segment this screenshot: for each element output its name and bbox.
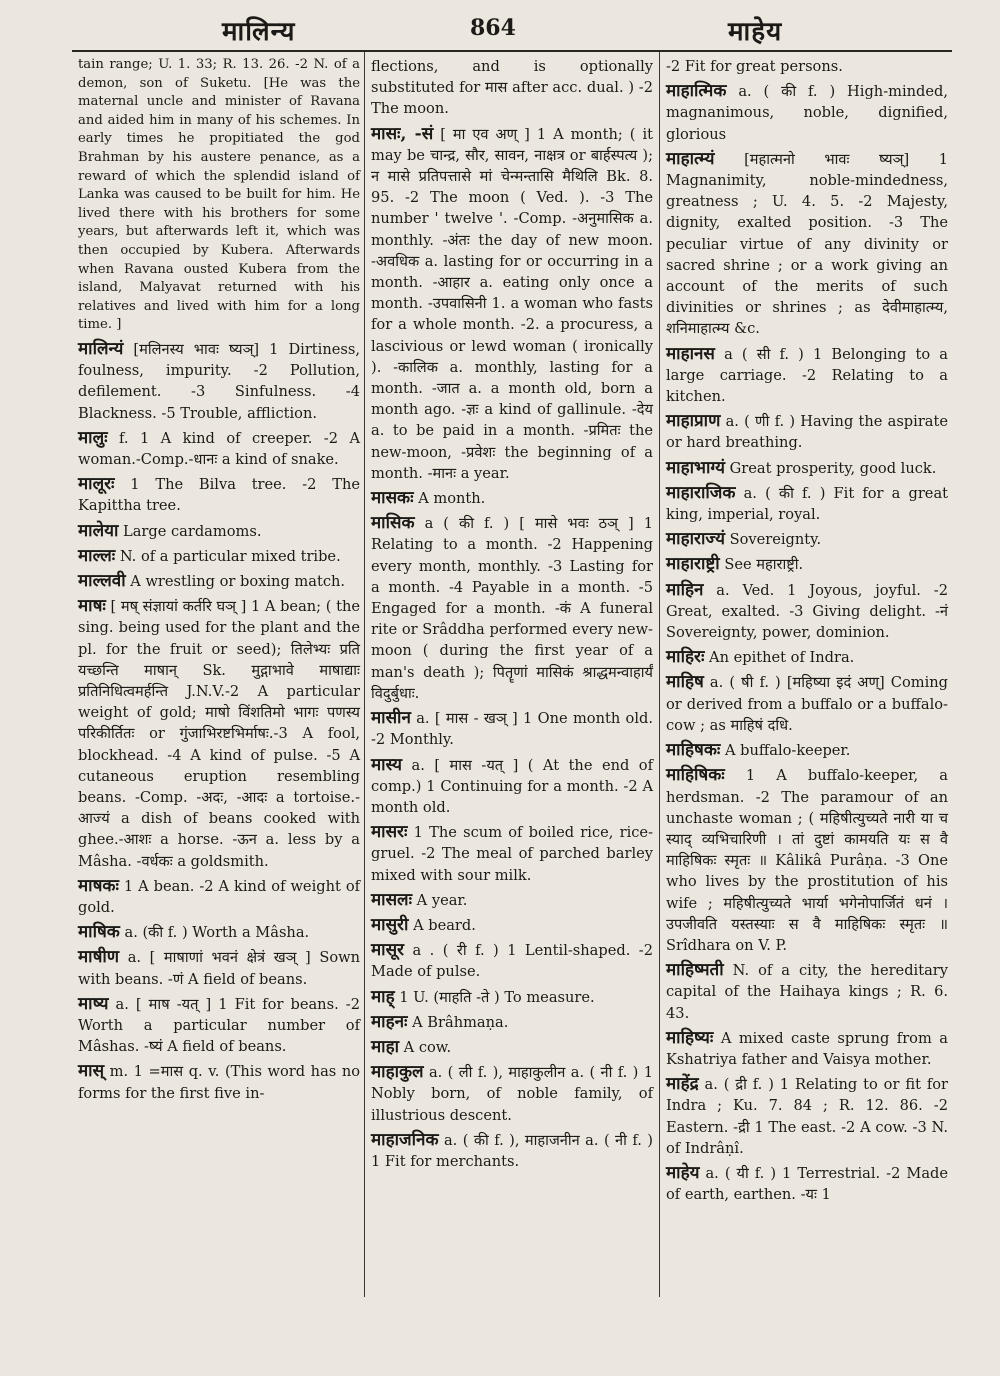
entry-headword: माहात्मिक — [666, 81, 727, 102]
dictionary-entry — [78, 922, 360, 943]
entry-definition: a. ( ली f. ), माहाकुलीन a. ( नी f. ) 1 Nobly born, of noble family, of illustrious descent. — [371, 1064, 653, 1124]
entry-definition: a. [ मास - खञ् ] 1 One month old. -2 Monthly. — [371, 710, 653, 749]
entry-headword: माहेंद्र — [666, 1074, 699, 1095]
dictionary-entry — [78, 546, 360, 567]
entry-headword: माहनः — [371, 1011, 408, 1032]
right-running-headword: माहेय — [728, 17, 783, 47]
dictionary-entry — [78, 947, 360, 989]
entry-definition: a. (की f. ) Worth a Mâsha. — [124, 924, 310, 942]
dictionary-entry — [78, 428, 360, 470]
entry-headword: माहानस — [666, 343, 715, 364]
entry-definition: a. ( णी f. ) Having the aspirate or hard breathing. — [666, 413, 948, 452]
entry-headword: माहाराजिक — [666, 482, 736, 503]
entry-definition: A mixed caste sprung from a Kshatriya father and Vaisya mother. — [666, 1029, 948, 1068]
entry-definition: a. [ मास -यत् ] ( At the end of comp.) 1 Continuing for a month. -2 A month old. — [371, 756, 653, 816]
dictionary-entry — [666, 580, 948, 644]
page-header — [0, 12, 1000, 52]
entry-definition: flections, and is optionally substituted for मास after acc. dual. ) -2 The moon. — [371, 58, 653, 118]
entry-definition: a. Ved. 1 Joyous, joyful. -2 Great, exalted. -3 Giving delight. -नं Sovereignty, power, dominion. — [666, 581, 948, 642]
entry-definition: A month. — [418, 490, 486, 508]
dictionary-entry — [371, 1037, 653, 1058]
entry-headword: माष्य — [78, 993, 109, 1014]
entry-headword: मासलः — [371, 889, 413, 910]
entry-definition: a. ( की f. ) Fit for a great king, imperial, royal. — [666, 484, 949, 524]
entry-definition: A buffalo-keeper. — [724, 742, 851, 760]
dictionary-entry — [666, 483, 948, 525]
dictionary-entry — [78, 474, 360, 516]
entry-headword: माहेय — [666, 1162, 700, 1183]
entry-definition: 1 The Bilva tree. -2 The Kapittha tree. — [78, 476, 361, 515]
dictionary-entry — [666, 1074, 948, 1159]
entry-headword: माहिष्मती — [666, 960, 724, 981]
entry-definition: 1 A bean. -2 A kind of weight of gold. — [78, 877, 361, 916]
entry-headword: मासीन — [371, 708, 411, 729]
entry-headword: माहा — [371, 1036, 399, 1057]
entry-headword: मालेया — [78, 520, 119, 541]
entry-definition: Great prosperity, good luck. — [729, 459, 937, 477]
page-number: 864 — [470, 15, 516, 41]
entry-headword: मास् — [78, 1061, 105, 1082]
entry-headword: मासरः — [371, 822, 408, 843]
entry-definition: A Brâhmaṇa. — [412, 1013, 509, 1031]
entry-definition: a ( की f. ) [ मासे भवः ठञ् ] 1 Relating to a month. -2 Happening every month, monthly. -3 Lasting for a month. -4 Payable in a month. -5 Engaged for a month. -कं A funeral rite or Srâddha performed every new-moon ( during the first year of a man's death ); पितॄणां मासिकं श्राद्धमन्वाहार्यं विदुर्बुधाः. — [371, 515, 653, 702]
entry-headword: माषिक — [78, 922, 120, 943]
entry-definition: a. ( षी f. ) [महिष्या इदं अण्] Coming or derived from a buffalo or a buffalo-cow ; as माहिषं दधि. — [666, 674, 948, 734]
entry-definition: a. ( यी f. ) 1 Terrestrial. -2 Made of earth, earthen. -यः 1 — [666, 1164, 948, 1204]
entry-definition: 1 The scum of boiled rice, rice-gruel. -2 The meal of parched barley mixed with sour milk. — [371, 824, 653, 884]
dictionary-entry — [78, 56, 360, 335]
dictionary-entry — [666, 56, 948, 77]
entry-headword: माहिरः — [666, 647, 705, 668]
dictionary-entry — [666, 740, 948, 761]
entry-headword: माहाकुल — [371, 1062, 424, 1083]
entry-definition: a ( सी f. ) 1 Belonging to a large carriage. -2 Relating to a kitchen. — [666, 345, 949, 406]
entry-headword: माहाजनिक — [371, 1129, 439, 1150]
dictionary-entry — [371, 987, 653, 1008]
dictionary-entry — [666, 344, 948, 408]
dictionary-entry — [371, 488, 653, 509]
entry-definition: f. 1 A kind of creeper. -2 A woman.-Comp.-धानः a kind of snake. — [78, 429, 360, 468]
dictionary-entry — [666, 1163, 948, 1205]
dictionary-entry — [666, 458, 948, 479]
entry-headword: माहात्म्यं — [666, 148, 715, 169]
column-3 — [666, 56, 948, 1209]
entry-headword: माल्लः — [78, 545, 116, 566]
dictionary-entry — [371, 513, 653, 704]
entry-definition: a . ( री f. ) 1 Lentil-shaped. -2 Made of pulse. — [371, 942, 654, 981]
entry-definition: N. of a particular mixed tribe. — [119, 547, 341, 565]
entry-headword: माहिष — [666, 672, 704, 693]
entry-headword: माहाभाग्यं — [666, 457, 725, 478]
column-1 — [78, 56, 360, 1108]
dictionary-entry — [666, 647, 948, 668]
dictionary-entry — [371, 124, 653, 484]
entry-headword: माहिषकः — [666, 740, 721, 761]
entry-definition: [ मष् संज्ञायां कर्तरि घञ् ] 1 A bean; ( the sing. being used for the plant and the pl. for the fruit or seed); तिलेभ्यः प्रति यच्छन्ति माषान् Sk. मुद्गाभावे माषाद्याः प्रतिनिधित्वमर्हन्ति J.N.V.-2 A particular weight of gold; माषो विंशतिमो भागः पणस्य परिकीर्तितः or गुंजाभिरष्टभिर्माषः.-3 A fool, blockhead. -4 A kind of pulse. -5 A cutaneous eruption resembling beans. -Comp. -अदः, -आदः a tortoise.-आज्यं a dish of beans cooked with ghee.-आशः a horse. -ऊन a. less by a Mâsha. -वर्धकः a goldsmith. — [78, 598, 360, 870]
entry-definition: [महात्मनो भावः ष्यञ्] 1 Magnanimity, noble-mindedness, greatness ; U. 4. 5. -2 Majesty, dignity, exalted position. -3 The peculiar virtue of any divinity or sacred shrine ; or a work giving an account of the merits of such divinities or shrines ; as देवीमाहात्म्य, शनिमाहात्म्य &c. — [666, 150, 948, 338]
entry-headword: मासकः — [371, 488, 414, 509]
entry-headword: माहाप्राण — [666, 411, 721, 432]
entry-definition: a. ( की f. ), माहाजनीन a. ( नी f. ) 1 Fit for merchants. — [371, 1131, 653, 1170]
entry-definition: m. 1 =मास q. v. (This word has no forms for the first five in- — [78, 1063, 361, 1102]
dictionary-entry — [666, 765, 948, 956]
entry-headword: माहिन — [666, 579, 704, 600]
entry-headword: माषः — [78, 596, 106, 617]
dictionary-entry — [371, 755, 653, 819]
dictionary-entry — [78, 571, 360, 592]
dictionary-entry — [666, 960, 948, 1024]
dictionary-entry — [78, 876, 360, 918]
dictionary-entry — [666, 529, 948, 550]
entry-definition: A wrestling or boxing match. — [130, 572, 346, 590]
entry-definition: See महाराष्ट्री. — [724, 556, 804, 574]
entry-definition: 1 U. (माहति -ते ) To measure. — [399, 988, 595, 1006]
entry-definition: a. ( की f. ) High-minded, magnanimous, noble, dignified, glorious — [666, 83, 948, 143]
dictionary-entry — [666, 554, 948, 575]
entry-headword: माल्लवी — [78, 570, 126, 591]
entry-headword: मालुः — [78, 427, 108, 448]
dictionary-entry — [371, 890, 653, 911]
dictionary-entry — [78, 596, 360, 872]
entry-headword: माहाराष्ट्री — [666, 554, 720, 575]
dictionary-entry — [666, 672, 948, 736]
dictionary-entry — [371, 1012, 653, 1033]
dictionary-entry — [666, 149, 948, 340]
dictionary-entry — [371, 56, 653, 120]
entry-headword: माह् — [371, 986, 395, 1007]
dictionary-entry — [78, 994, 360, 1058]
entry-definition: A year. — [416, 891, 468, 909]
dictionary-entry — [371, 940, 653, 982]
entry-headword: मासः, -सं — [371, 123, 434, 144]
entry-definition: A cow. — [403, 1038, 452, 1056]
dictionary-entry — [371, 708, 653, 750]
entry-headword: मालूरः — [78, 474, 115, 495]
entry-definition: A beard. — [413, 916, 476, 934]
entry-definition: tain range; U. 1. 33; R. 13. 26. -2 N. of a demon, son of Suketu. [He was the maternal uncle and minister of Ravana and aided him in many of his schemes. In early times he propitiated the god Brahman by his austere penance, as a reward of which the splendid island of Lanka was caused to be built for him. He lived there with his brothers for some years, but afterwards left it, which was then occupied by Kubera. Afterwards when Ravana ousted Kubera from the island, Malyavat returned with his relatives and lived with him for a long time. ] — [78, 57, 360, 333]
entry-definition: -2 Fit for great persons. — [666, 58, 843, 75]
entry-headword: माहिषिकः — [666, 765, 725, 786]
entry-headword: मासिक — [371, 513, 415, 534]
dictionary-entry — [371, 1130, 653, 1172]
entry-definition: [मलिनस्य भावः ष्यञ्] 1 Dirtiness, foulness, impurity. -2 Pollution, defilement. -3 Sinfulness. -4 Blackness. -5 Trouble, affliction. — [78, 340, 360, 422]
entry-definition: Sovereignty. — [729, 531, 822, 549]
dictionary-entry — [666, 81, 948, 145]
entry-headword: मास्य — [371, 754, 403, 775]
left-running-headword: मालिन्य — [222, 17, 296, 47]
entry-definition: a. [ माषाणां भवनं क्षेत्रं खञ् ] Sown with beans. -णं A field of beans. — [78, 949, 361, 988]
entry-headword: मालिन्यं — [78, 338, 124, 359]
entry-definition: a. [ माष -यत् ] 1 Fit for beans. -2 Worth a particular number of Mâshas. -ष्यं A field of beans. — [78, 995, 360, 1056]
dictionary-entry — [666, 1028, 948, 1070]
entry-definition: 1 A buffalo-keeper, a herdsman. -2 The paramour of an unchaste woman ; ( महिषीत्युच्यते नारी या च स्याद् व्यभिचारिणी । तां दुष्टां कामयति यः स वै माहिषिकः स्मृतः ॥ Kâlikâ Purâṇa. -3 One who lives by the prostitution of his wife ; महिषीत्युच्यते भार्या भगेनोपार्जितं धनं । उपजीवति यस्तस्याः स वै माहिषिकः स्मृतः ॥ Srîdhara on V. P. — [666, 767, 949, 954]
column-divider-2 — [659, 52, 660, 1297]
entry-definition: N. of a city, the hereditary capital of the Haihaya kings ; R. 6. 43. — [666, 962, 948, 1022]
entry-definition: [ मा एव अण् ] 1 A month; ( it may be चान्द्र, सौर, सावन, नाक्षत्र or बार्हस्पत्य ); न मासे प्रतिपत्तासे मां चेन्मन्तासि मैथिलि Bk. 8. 95. -2 The moon ( Ved. ). -3 The number ' twelve '. -Comp. -अनुमासिक a. monthly. -अंतः the day of new moon. -अवधिक a. lasting for or occurring in a month. -आहार a. eating only once a month. -उपवासिनी 1. a woman who fasts for a whole month. -2. a procuress, a lascivious or lewd woman ( ironically ). -कालिक a. monthly, lasting for a month. -जात a. a month old, born a month ago. -ज्ञः a kind of gallinule. -देय a. to be paid in a month. -प्रमितः the new-moon, -प्रवेशः the beginning of a month. -मानः a year. — [371, 125, 653, 482]
dictionary-entry — [78, 521, 360, 542]
entry-headword: माहाराज्यं — [666, 529, 725, 550]
entry-headword: मासुरी — [371, 914, 409, 935]
dictionary-entry — [78, 339, 360, 424]
entry-headword: माषीण — [78, 947, 120, 968]
entry-definition: An epithet of Indra. — [709, 649, 855, 667]
dictionary-entry — [371, 822, 653, 886]
entry-definition: a. ( द्री f. ) 1 Relating to or fit for Indra ; Ku. 7. 84 ; R. 12. 86. -2 Eastern. -द्री 1 The east. -2 A cow. -3 N. of Indrâṇî. — [666, 1076, 948, 1157]
dictionary-entry — [371, 915, 653, 936]
dictionary-entry — [666, 411, 948, 453]
entry-definition: Large cardamoms. — [123, 522, 262, 540]
column-2 — [371, 56, 653, 1176]
dictionary-entry — [78, 1061, 360, 1103]
entry-headword: माहिष्यः — [666, 1027, 714, 1048]
dictionary-entry — [371, 1062, 653, 1126]
column-divider-1 — [364, 52, 365, 1297]
entry-headword: मासूर — [371, 940, 405, 961]
header-rule — [72, 50, 952, 52]
entry-headword: माषकः — [78, 875, 119, 896]
